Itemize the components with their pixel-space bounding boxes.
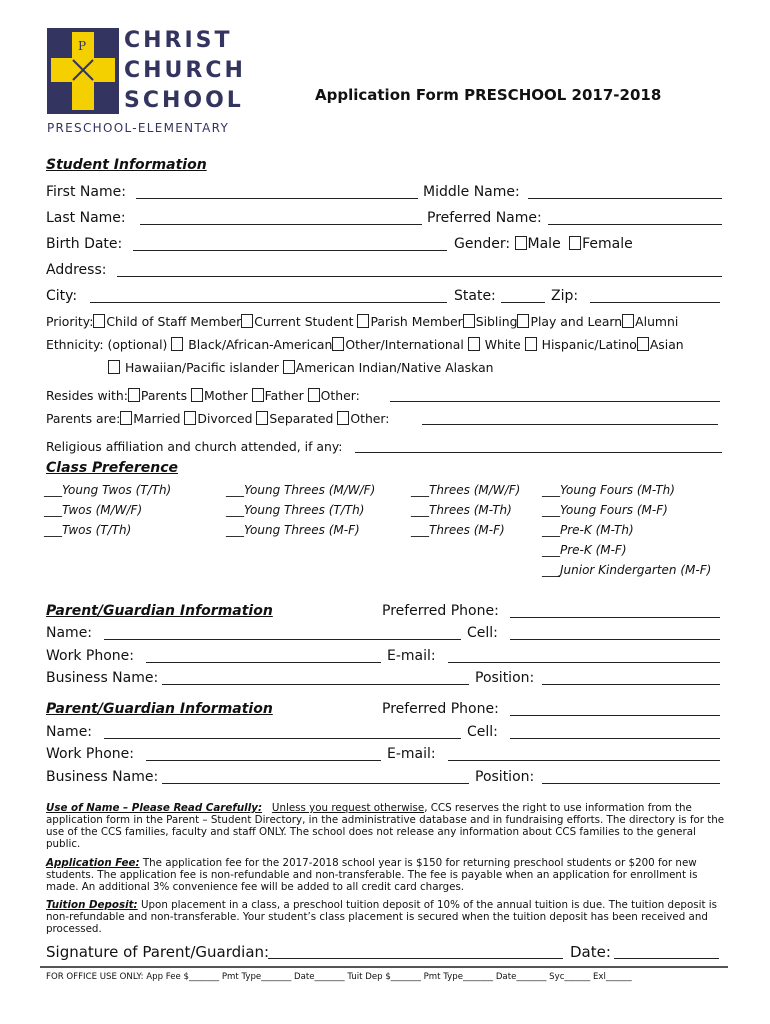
guardian-2-position-label: Position: [475, 769, 535, 785]
guardian-1-cell-field[interactable] [510, 639, 720, 640]
resides-option: Father [264, 388, 304, 403]
resides-option: Parents [140, 388, 188, 403]
birth-date-field[interactable] [133, 250, 447, 251]
ethnicity-checkbox[interactable] [171, 337, 183, 351]
ethnicity-option: Other/International [345, 337, 464, 352]
guardian-1-cell-label: Cell: [467, 625, 498, 641]
guardian-1-email-label: E-mail: [387, 648, 436, 664]
address-field[interactable] [117, 276, 722, 277]
birth-date-label: Birth Date: [46, 236, 123, 252]
resides-other-field[interactable] [390, 401, 720, 402]
guardian-1-heading: Parent/Guardian Information [46, 603, 273, 619]
guardian-1-position-label: Position: [475, 670, 535, 686]
parents-are-option: Divorced [197, 411, 253, 426]
guardian-1-pref-phone-label: Preferred Phone: [382, 603, 499, 619]
religious-field[interactable] [355, 452, 722, 453]
class-option[interactable]: ___Pre-K (M-Th) [542, 523, 634, 537]
guardian-2-email-field[interactable] [448, 760, 720, 761]
priority-row [46, 314, 678, 329]
guardian-2-pref-phone-label: Preferred Phone: [382, 701, 499, 717]
parents-are-label: Parents are: [46, 411, 121, 426]
parents-are-option: Married [133, 411, 181, 426]
guardian-1-position-field[interactable] [542, 684, 720, 685]
guardian-2-work-phone-field[interactable] [146, 760, 381, 761]
priority-option: Sibling [475, 314, 518, 329]
female-label: Female [582, 236, 633, 252]
tuition-deposit-notice [46, 899, 726, 935]
priority-option: Current Student [254, 314, 354, 329]
ethnicity-label: Ethnicity: (optional) [46, 337, 168, 352]
logo-shield [47, 28, 119, 114]
first-name-field[interactable] [136, 198, 418, 199]
parents-are-checkbox[interactable] [337, 411, 349, 425]
ethnicity-row [46, 337, 684, 352]
parents-are-row [46, 411, 389, 426]
use-of-name-emphasis: Unless you request otherwise [271, 802, 425, 814]
priority-checkbox[interactable] [357, 314, 369, 328]
resides-row [46, 388, 360, 403]
priority-label: Priority: [46, 314, 94, 329]
form-title: Application Form PRESCHOOL 2017-2018 [315, 86, 662, 104]
class-option[interactable]: ___Threes (M/W/F) [411, 483, 521, 497]
office-use-line: FOR OFFICE USE ONLY: App Fee $_______ Pmt Type_______ Date_______ Tuit Dep $_______ Pmt Type_______ Date_______ Syc______ Exl______ [46, 972, 632, 982]
parents-are-option: Other: [350, 411, 390, 426]
parents-are-option: Separated [269, 411, 334, 426]
class-option[interactable]: ___Threes (M-F) [411, 523, 505, 537]
class-option[interactable]: ___Young Threes (M-F) [226, 523, 360, 537]
class-option[interactable]: ___Twos (T/Th) [44, 523, 132, 537]
guardian-1-business-label: Business Name: [46, 670, 159, 686]
tuition-lead: Tuition Deposit: [46, 899, 138, 911]
ethnicity-option: White [484, 337, 521, 352]
first-name-label: First Name: [46, 184, 126, 200]
state-field[interactable] [501, 302, 545, 303]
class-option[interactable]: ___Junior Kindergarten (M-F) [542, 563, 712, 577]
use-of-name-text: , CCS reserves the right to use information from the application form in the Parent – Student Directory, in the administrative database and in fundraising efforts. The directory is for the use of the CCS families, faculty and staff ONLY. The school does not release any information about CCS families to the general public. [46, 802, 725, 850]
guardian-1-name-field[interactable] [104, 639, 461, 640]
resides-checkbox[interactable] [308, 388, 320, 402]
guardian-1-pref-phone-field[interactable] [510, 617, 720, 618]
guardian-2-name-label: Name: [46, 724, 93, 740]
priority-option: Parish Member [370, 314, 463, 329]
parents-are-checkbox[interactable] [120, 411, 132, 425]
class-option[interactable]: ___Young Fours (M-F) [542, 503, 668, 517]
ethnicity-option: Hawaiian/Pacific islander [124, 360, 279, 375]
signature-field[interactable] [268, 958, 563, 959]
last-name-field[interactable] [140, 224, 422, 225]
class-option[interactable]: ___Pre-K (M-F) [542, 543, 627, 557]
zip-field[interactable] [590, 302, 720, 303]
logo-letter: P [78, 39, 87, 53]
guardian-1-name-label: Name: [46, 625, 93, 641]
ethnicity-checkbox[interactable] [525, 337, 537, 351]
guardian-1-business-field[interactable] [162, 684, 469, 685]
guardian-2-business-label: Business Name: [46, 769, 159, 785]
priority-checkbox[interactable] [622, 314, 634, 328]
guardian-2-cell-field[interactable] [510, 738, 720, 739]
signature-label: Signature of Parent/Guardian: [46, 943, 270, 961]
student-info-heading: Student Information [46, 157, 207, 173]
ethnicity-checkbox[interactable] [283, 360, 295, 374]
priority-option: Child of Staff Member [106, 314, 242, 329]
resides-checkbox[interactable] [191, 388, 203, 402]
priority-option: Alumni [635, 314, 679, 329]
guardian-2-name-field[interactable] [104, 738, 461, 739]
use-of-name-lead: Use of Name – Please Read Carefully: [46, 802, 263, 814]
parents-other-field[interactable] [422, 424, 718, 425]
female-checkbox[interactable] [569, 236, 581, 250]
class-option[interactable]: ___Young Threes (T/Th) [226, 503, 365, 517]
middle-name-label: Middle Name: [423, 184, 520, 200]
ethnicity-row-2 [108, 360, 494, 375]
guardian-2-pref-phone-field[interactable] [510, 715, 720, 716]
gender-group [454, 236, 633, 252]
logo-subtitle: PRESCHOOL-ELEMENTARY [47, 121, 230, 135]
tuition-text: Upon placement in a class, a preschool tuition deposit of 10% of the annual tuition is due. The tuition deposit is non-refundable and non-transferable. Your student’s class placement is secured when the tuition deposit has been received and processed. [46, 899, 718, 935]
priority-checkbox[interactable] [517, 314, 529, 328]
signature-date-field[interactable] [614, 958, 719, 959]
guardian-2-work-phone-label: Work Phone: [46, 746, 134, 762]
app-fee-lead: Application Fee: [46, 857, 140, 869]
parents-are-checkbox[interactable] [184, 411, 196, 425]
guardian-1-work-phone-field[interactable] [146, 662, 381, 663]
zip-label: Zip: [551, 288, 579, 304]
resides-checkbox[interactable] [252, 388, 264, 402]
city-label: City: [46, 288, 78, 304]
resides-option: Mother [204, 388, 248, 403]
parents-are-checkbox[interactable] [256, 411, 268, 425]
resides-label: Resides with: [46, 388, 128, 403]
office-divider [40, 966, 728, 968]
preferred-name-label: Preferred Name: [427, 210, 542, 226]
class-option[interactable]: ___Young Fours (M-Th) [542, 483, 675, 497]
priority-checkbox[interactable] [463, 314, 475, 328]
resides-checkbox[interactable] [128, 388, 140, 402]
guardian-2-business-field[interactable] [162, 783, 469, 784]
male-checkbox[interactable] [515, 236, 527, 250]
middle-name-field[interactable] [528, 198, 722, 199]
use-of-name-notice [46, 802, 726, 850]
preferred-name-field[interactable] [548, 224, 722, 225]
ethnicity-option: Black/African-American [188, 337, 333, 352]
gender-label: Gender: [454, 236, 511, 252]
resides-option: Other: [320, 388, 360, 403]
ethnicity-checkbox[interactable] [637, 337, 649, 351]
guardian-2-email-label: E-mail: [387, 746, 436, 762]
ethnicity-option: Hispanic/Latino [541, 337, 637, 352]
ethnicity-option: Asian [649, 337, 684, 352]
religious-label: Religious affiliation and church attended, if any: [46, 439, 343, 454]
logo-word-school: SCHOOL [124, 88, 244, 113]
guardian-1-work-phone-label: Work Phone: [46, 648, 134, 664]
male-label: Male [527, 236, 561, 252]
priority-checkbox[interactable] [93, 314, 105, 328]
last-name-label: Last Name: [46, 210, 126, 226]
guardian-2-cell-label: Cell: [467, 724, 498, 740]
guardian-1-email-field[interactable] [448, 662, 720, 663]
signature-date-label: Date: [570, 943, 611, 961]
ethnicity-checkbox[interactable] [108, 360, 120, 374]
class-option[interactable]: ___Threes (M-Th) [411, 503, 512, 517]
app-fee-text: The application fee for the 2017-2018 school year is $150 for returning preschool students or $200 for new students. The application fee is non-refundable and non-transferable. The fee is payable when an application for enrollment is made. An additional 3% convenience fee will be added to all credit card charges. [46, 857, 698, 893]
class-pref-heading: Class Preference [46, 460, 179, 476]
class-option[interactable]: ___Twos (M/W/F) [44, 503, 143, 517]
application-fee-notice [46, 857, 726, 893]
city-field[interactable] [90, 302, 447, 303]
state-label: State: [454, 288, 496, 304]
ethnicity-option: American Indian/Native Alaskan [295, 360, 494, 375]
priority-checkbox[interactable] [241, 314, 253, 328]
class-option[interactable]: ___Young Threes (M/W/F) [226, 483, 376, 497]
address-label: Address: [46, 262, 107, 278]
logo-word-church: CHURCH [124, 58, 246, 83]
guardian-2-position-field[interactable] [542, 783, 720, 784]
class-option[interactable]: ___Young Twos (T/Th) [44, 483, 172, 497]
ethnicity-checkbox[interactable] [332, 337, 344, 351]
priority-option: Play and Learn [530, 314, 623, 329]
logo-word-christ: CHRIST [124, 28, 233, 53]
ethnicity-checkbox[interactable] [468, 337, 480, 351]
guardian-2-heading: Parent/Guardian Information [46, 701, 273, 717]
